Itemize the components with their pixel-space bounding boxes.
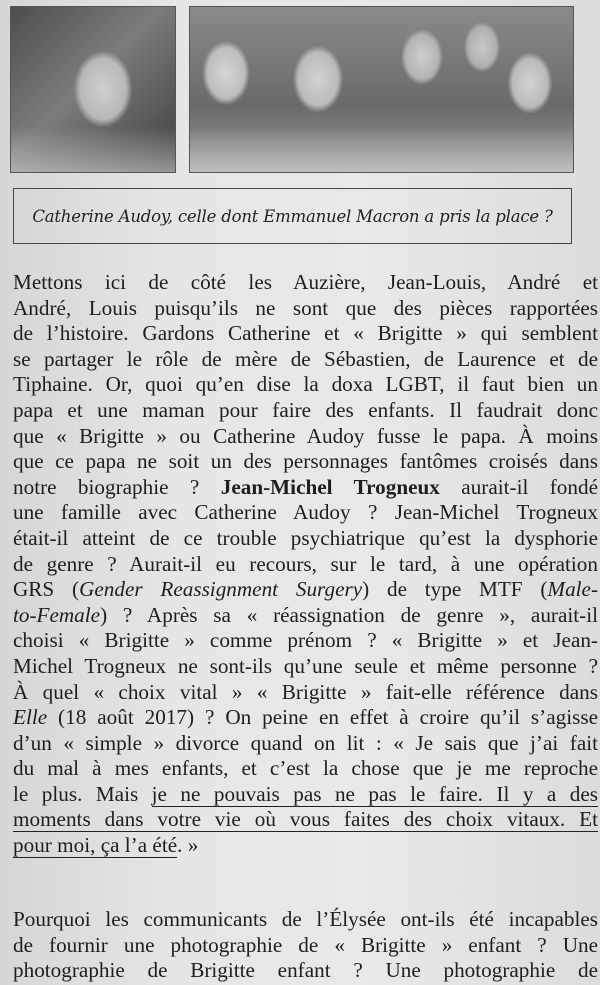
photo-shade xyxy=(190,127,573,172)
text-run: le plus. Mais xyxy=(13,781,152,806)
text-line xyxy=(13,475,598,501)
text-line xyxy=(13,449,598,475)
text-line xyxy=(13,807,598,833)
underlined-quote: je ne pouvais pas ne pas le faire. Il y a des xyxy=(151,781,598,806)
text-run: aurait-il fondé xyxy=(439,474,598,499)
text-run: une famille avec Catherine Audoy ? Jean-Michel Trogneux xyxy=(13,500,598,525)
italic-text: to-Female xyxy=(13,602,101,627)
text-run: de l’histoire. Gardons Catherine et « Brigitte » qui semblent xyxy=(13,321,598,346)
text-run: À quel « choix vital » « Brigitte » fait-elle référence dans xyxy=(13,679,598,704)
text-line xyxy=(13,654,598,680)
text-run: que ce papa ne soit un des personnages fantômes croisés dans xyxy=(13,449,598,474)
text-line xyxy=(13,958,598,984)
photo-caption-text: Catherine Audoy, celle dont Emmanuel Macron a pris la place ? xyxy=(32,206,553,226)
text-run: Mettons ici de côté les Auzière, Jean-Louis, André et xyxy=(13,270,598,294)
italic-text: Gender Reassignment Surgery xyxy=(79,577,363,602)
italic-text: Elle xyxy=(13,705,48,730)
italic-text: Male- xyxy=(547,577,599,602)
text-run: Tiphaine. Or, quoi qu’en dise la doxa LGBT, il faut bien un xyxy=(13,372,598,397)
text-line xyxy=(13,833,598,859)
text-line xyxy=(13,296,598,322)
text-run: Pourquoi les communicants de l’Élysée ont-ils été incapables xyxy=(13,907,598,931)
photo-group-right xyxy=(189,6,574,173)
text-line xyxy=(13,756,598,782)
text-run: se partager le rôle de mère de Sébastien, de Laurence et de xyxy=(13,346,598,371)
text-line xyxy=(13,933,598,959)
photo-caption-box xyxy=(13,188,572,244)
text-run: . » xyxy=(177,833,199,858)
text-run: que « Brigitte » ou Catherine Audoy fusse le papa. À moins xyxy=(13,423,598,448)
text-line xyxy=(13,424,598,450)
text-run: Michel Trogneux ne sont-ils qu’une seule et même personne ? xyxy=(13,653,598,678)
paragraph-2 xyxy=(13,907,598,984)
text-line xyxy=(13,526,598,552)
text-line xyxy=(13,731,598,757)
bold-name: Jean-Michel Trogneux xyxy=(220,474,440,499)
photo-shade xyxy=(11,127,175,172)
text-run: notre biographie ? xyxy=(13,474,221,499)
underlined-quote: pour moi, ça l’a été xyxy=(13,833,178,858)
photo-portrait-left xyxy=(10,6,176,173)
text-run: GRS ( xyxy=(13,577,80,602)
underlined-quote: moments dans votre vie où vous faites des choix vitaux. Et xyxy=(13,807,598,832)
text-line xyxy=(13,347,598,373)
text-line xyxy=(13,500,598,526)
text-line xyxy=(13,398,598,424)
text-line xyxy=(13,782,598,808)
text-run: (18 août 2017) ? On peine en effet à croire qu’il s’agisse xyxy=(47,705,598,730)
text-run: ) ? Après sa « réassignation de genre », aurait-il xyxy=(100,602,598,627)
text-line xyxy=(13,705,598,731)
text-run: ) de type MTF ( xyxy=(362,577,548,602)
text-run: photographie de Brigitte enfant ? Une photographie de xyxy=(13,958,598,983)
text-line xyxy=(13,270,598,296)
text-run: de fournir une photographie de « Brigitte » enfant ? Une xyxy=(13,932,598,957)
text-run: papa et une maman pour faire des enfants. Il faudrait donc xyxy=(13,397,598,422)
text-line xyxy=(13,577,598,603)
text-run: de genre ? Aurait-il eu recours, sur le tard, à une opération xyxy=(13,551,598,576)
text-run: était-il atteint de ce trouble psychiatrique qu’est la dysphorie xyxy=(13,525,598,550)
text-run: d’un « simple » divorce quand on lit : « Je sais que j’ai fait xyxy=(13,730,598,755)
text-line xyxy=(13,628,598,654)
text-line xyxy=(13,372,598,398)
text-line xyxy=(13,680,598,706)
text-run: André, Louis puisqu’ils ne sont que des pièces rapportées xyxy=(13,295,598,320)
paragraph-1 xyxy=(13,270,598,859)
text-line xyxy=(13,321,598,347)
text-line xyxy=(13,603,598,629)
text-run: du mal à mes enfants, et c’est la chose que je me reproche xyxy=(13,756,598,781)
text-run: choisi « Brigitte » comme prénom ? « Brigitte » et Jean- xyxy=(13,628,598,653)
text-line xyxy=(13,552,598,578)
text-line xyxy=(13,907,598,933)
